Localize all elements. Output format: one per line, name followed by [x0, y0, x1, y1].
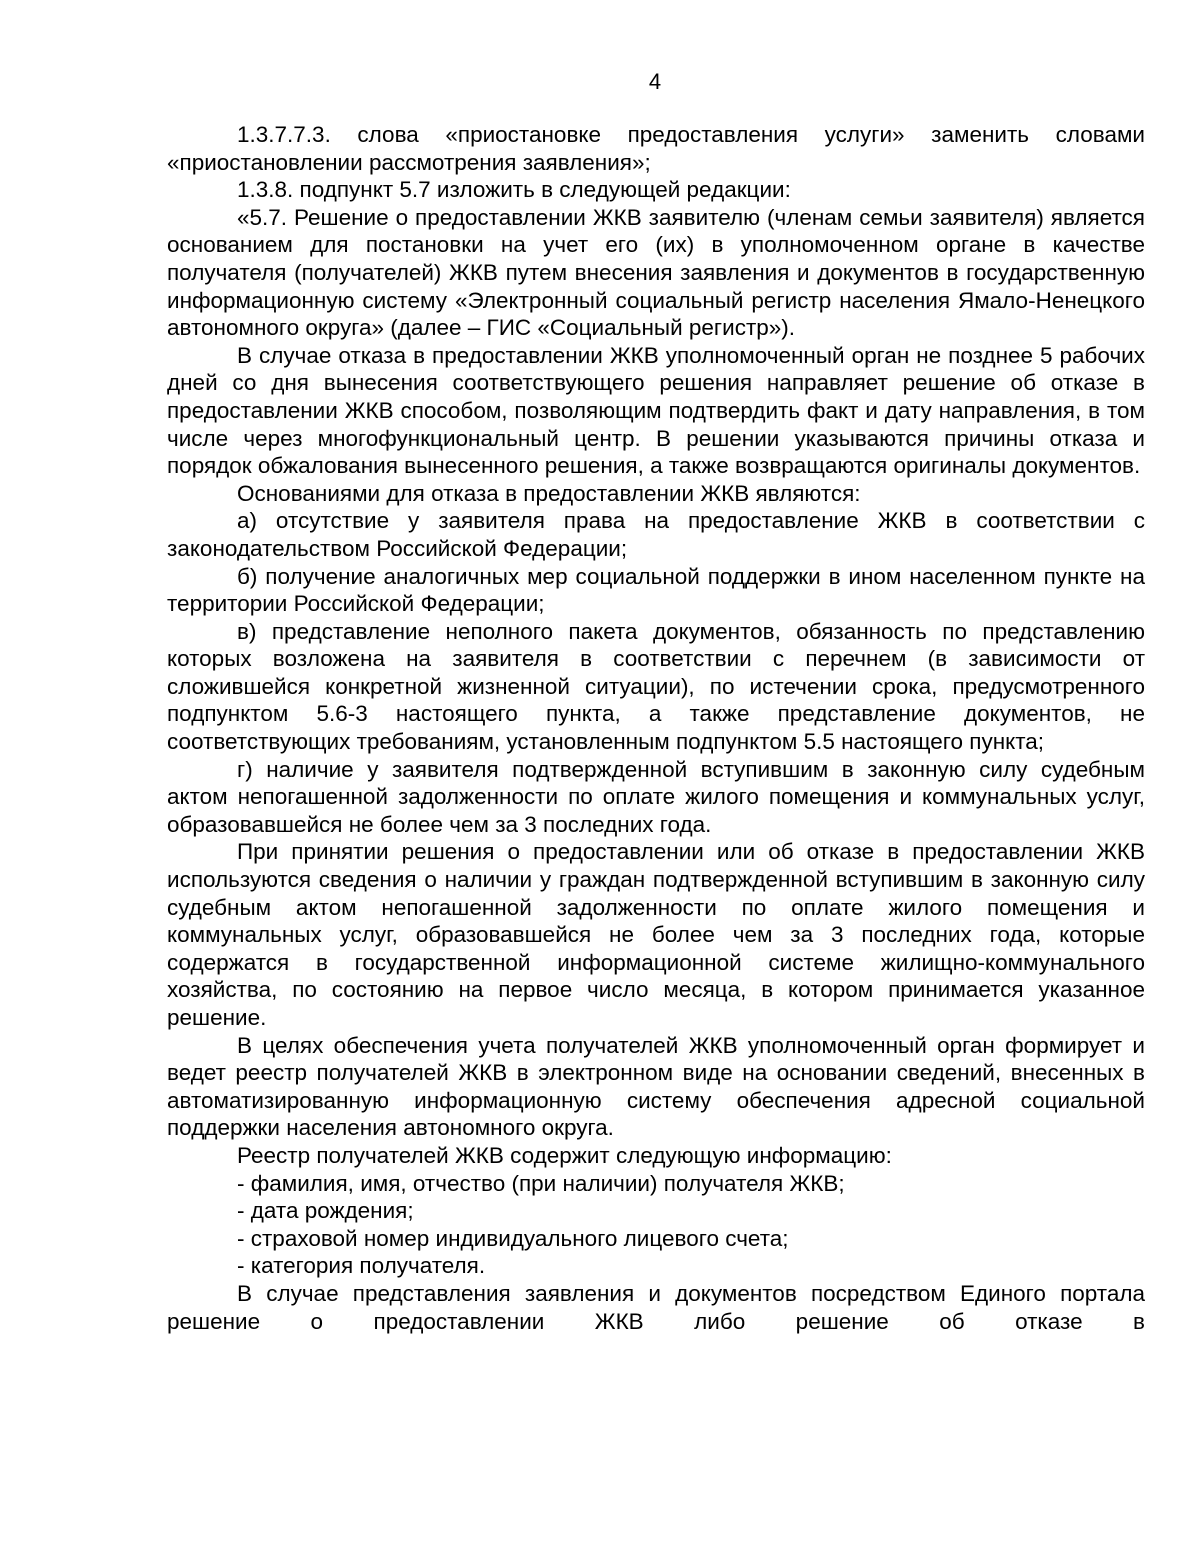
- page-number: 4: [648, 69, 662, 94]
- paragraph-registry-maintenance: В целях обеспечения учета получателей ЖКВ уполномоченный орган формирует и ведет реестр получателей ЖКВ в электронном виде на основании сведений, внесенных в автоматизированную информационную систему обеспечения адресной социальной поддержки населения автономного округа.: [167, 1032, 1145, 1141]
- list-item-b: б) получение аналогичных мер социальной поддержки в ином населенном пункте на территории Российской Федерации;: [167, 563, 1145, 617]
- paragraph-1-3-8: 1.3.8. подпункт 5.7 изложить в следующей редакции:: [237, 177, 791, 203]
- paragraph-registry-contents: Реестр получателей ЖКВ содержит следующую информацию:: [237, 1142, 892, 1168]
- registry-item-birthdate: - дата рождения;: [237, 1198, 414, 1224]
- paragraph-unified-portal: В случае представления заявления и документов посредством Единого портала решение о предоставлении ЖКВ либо решение об отказе в: [167, 1280, 1145, 1334]
- paragraph-5-7: «5.7. Решение о предоставлении ЖКВ заявителю (членам семьи заявителя) является основанием для постановки на учет его (их) в уполномоченном органе в качестве получателя (получателей) ЖКВ путем внесения заявления и документов в государственную информационную систему «Электронный социальный регистр населения Ямало-Ненецкого автономного округа» (далее – ГИС «Социальный регистр»).: [167, 204, 1145, 341]
- registry-item-category: - категория получателя.: [237, 1253, 486, 1279]
- registry-item-name: - фамилия, имя, отчество (при наличии) получателя ЖКВ;: [237, 1170, 845, 1196]
- registry-item-snils: - страховой номер индивидуального лицевого счета;: [237, 1225, 789, 1251]
- list-item-a: а) отсутствие у заявителя права на предоставление ЖКВ в соответствии с законодательством Российской Федерации;: [167, 508, 1145, 561]
- paragraph-1-3-7-7-3: 1.3.7.7.3. слова «приостановке предоставления услуги» заменить словами «приостановлении рассмотрения заявления»;: [167, 122, 1145, 175]
- paragraph-refusal-notice: В случае отказа в предоставлении ЖКВ уполномоченный орган не позднее 5 рабочих дней со дня вынесения соответствующего решения направляет решение об отказе в предоставлении ЖКВ способом, позволяющим подтвердить факт и дату направления, в том числе через многофункциональный центр. В решении указываются причины отказа и порядок обжалования вынесенного решения, а также возвращаются оригиналы документов.: [167, 342, 1145, 479]
- paragraph-decision-info: При принятии решения о предоставлении или об отказе в предоставлении ЖКВ используются сведения о наличии у граждан подтвержденной вступившим в законную силу судебным актом непогашенной задолженности по оплате жилого помещения и коммунальных услуг, образовавшейся не более чем за 3 последних года, которые содержатся в государственной информационной системе жилищно-коммунального хозяйства, по состоянию на первое число месяца, в котором принимается указанное решение.: [167, 839, 1145, 1030]
- list-item-v: в) представление неполного пакета документов, обязанность по представлению которых возложена на заявителя в соответствии с перечнем (в зависимости от сложившейся конкретной жизненной ситуации), по истечении срока, предусмотренного подпунктом 5.6-3 настоящего пункта, а также представление документов, не соответствующих требованиям, установленным подпунктом 5.5 настоящего пункта;: [167, 618, 1145, 755]
- paragraph-refusal-grounds: Основаниями для отказа в предоставлении ЖКВ являются:: [237, 480, 861, 506]
- document-body: [167, 121, 1145, 1335]
- list-item-g: г) наличие у заявителя подтвержденной вступившим в законную силу судебным актом непогашенной задолженности по оплате жилого помещения и коммунальных услуг, образовавшейся не более чем за 3 последних года.: [167, 756, 1145, 837]
